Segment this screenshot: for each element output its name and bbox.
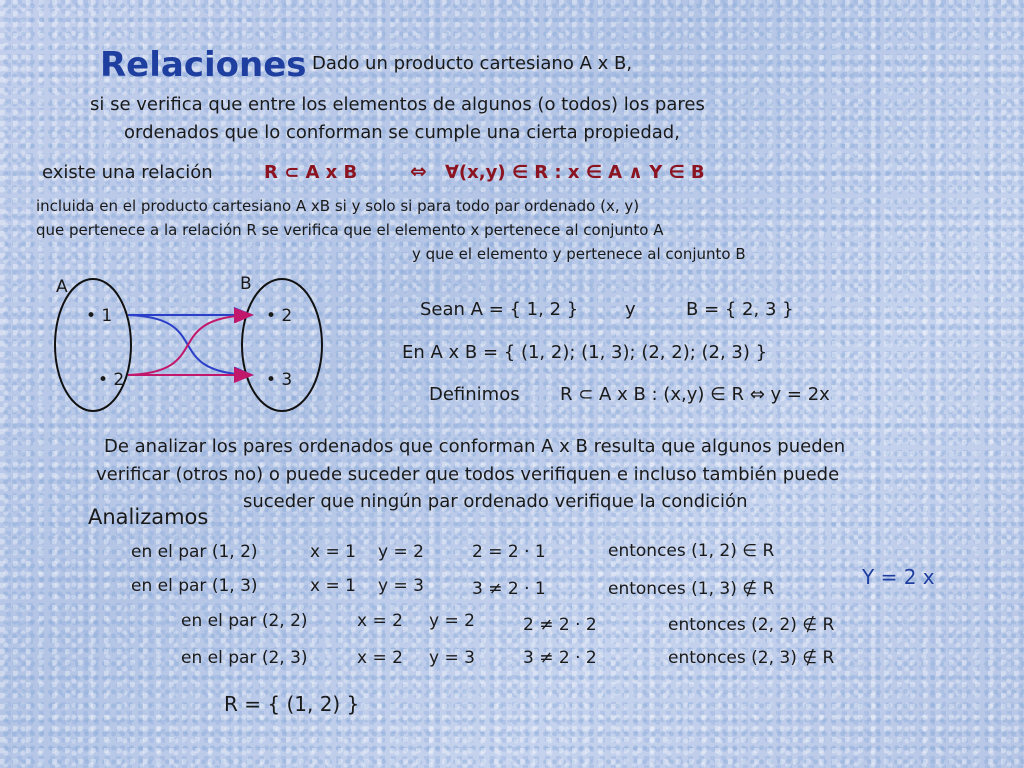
row-4-result: entonces (2, 3) ∉ R <box>668 648 835 668</box>
set-a-element-2: • 2 <box>98 370 125 390</box>
explain-line-3: y que el elemento y pertenece al conjunto B <box>412 245 746 263</box>
row-3-result: entonces (2, 2) ∉ R <box>668 615 835 635</box>
row-3-x: x = 2 <box>357 611 403 631</box>
row-4-y: y = 3 <box>429 648 475 668</box>
explain-line-1: incluida en el producto cartesiano A xB si y solo si para todo par ordenado (x, y) <box>36 197 640 215</box>
row-2-result: entonces (1, 3) ∉ R <box>608 579 775 599</box>
set-b-element-1: • 2 <box>266 306 293 326</box>
page-title: Relaciones <box>100 45 307 85</box>
row-1-par: en el par (1, 2) <box>131 542 258 562</box>
row-2-par: en el par (1, 3) <box>131 576 258 596</box>
row-2-x: x = 1 <box>310 576 356 596</box>
arrow-2-to-2 <box>128 315 250 375</box>
rule-label: Y = 2 x <box>862 565 935 589</box>
example-relation: R ⊂ A x B : (x,y) ∈ R ⇔ y = 2x <box>560 384 830 405</box>
iff-symbol: ⇔ <box>410 159 427 183</box>
analysis-line-3: suceder que ningún par ordenado verifique la condición <box>243 491 748 512</box>
row-2-y: y = 3 <box>378 576 424 596</box>
example-definimos: Definimos <box>429 384 520 405</box>
example-set-a: Sean A = { 1, 2 } <box>420 299 579 320</box>
analysis-line-1: De analizar los pares ordenados que conforman A x B resulta que algunos pueden <box>104 436 846 457</box>
set-a-element-1: • 1 <box>86 306 113 326</box>
analysis-line-2: verificar (otros no) o puede suceder que todos verifiquen e incluso también puede <box>96 464 840 485</box>
example-product: En A x B = { (1, 2); (1, 3); (2, 2); (2, 3) } <box>402 342 768 363</box>
row-3-check: 2 ≠ 2 · 2 <box>523 615 597 635</box>
intro-line-2: si se verifica que entre los elementos de algunos (o todos) los pares <box>90 94 705 115</box>
set-a-ellipse <box>55 279 131 411</box>
intro-line-1: Dado un producto cartesiano A x B, <box>312 53 633 74</box>
row-3-par: en el par (2, 2) <box>181 611 308 631</box>
example-set-b: B = { 2, 3 } <box>686 299 794 320</box>
example-and: y <box>625 299 636 320</box>
venn-diagram <box>40 270 340 430</box>
definition-formula-2: ∀(x,y) ∈ R : x ∈ A ∧ Y ∈ B <box>445 162 705 183</box>
set-b-element-2: • 3 <box>266 370 293 390</box>
row-2-check: 3 ≠ 2 · 1 <box>472 579 546 599</box>
intro-line-3: ordenados que lo conforman se cumple una cierta propiedad, <box>124 122 680 143</box>
row-1-result: entonces (1, 2) ∈ R <box>608 541 775 561</box>
analizamos-heading: Analizamos <box>88 505 209 529</box>
row-4-check: 3 ≠ 2 · 2 <box>523 648 597 668</box>
row-4-par: en el par (2, 3) <box>181 648 308 668</box>
final-relation: R = { (1, 2) } <box>224 692 360 716</box>
row-3-y: y = 2 <box>429 611 475 631</box>
set-b-label: B <box>240 274 252 294</box>
definition-prefix: existe una relación <box>42 162 213 183</box>
explain-line-2: que pertenece a la relación R se verifica que el elemento x pertenece al conjunto A <box>36 221 664 239</box>
set-a-label: A <box>56 277 68 297</box>
row-1-y: y = 2 <box>378 542 424 562</box>
row-1-check: 2 = 2 · 1 <box>472 542 546 562</box>
row-4-x: x = 2 <box>357 648 403 668</box>
row-1-x: x = 1 <box>310 542 356 562</box>
definition-formula-1: R ⊂ A x B <box>264 162 358 183</box>
set-b-ellipse <box>242 279 322 411</box>
